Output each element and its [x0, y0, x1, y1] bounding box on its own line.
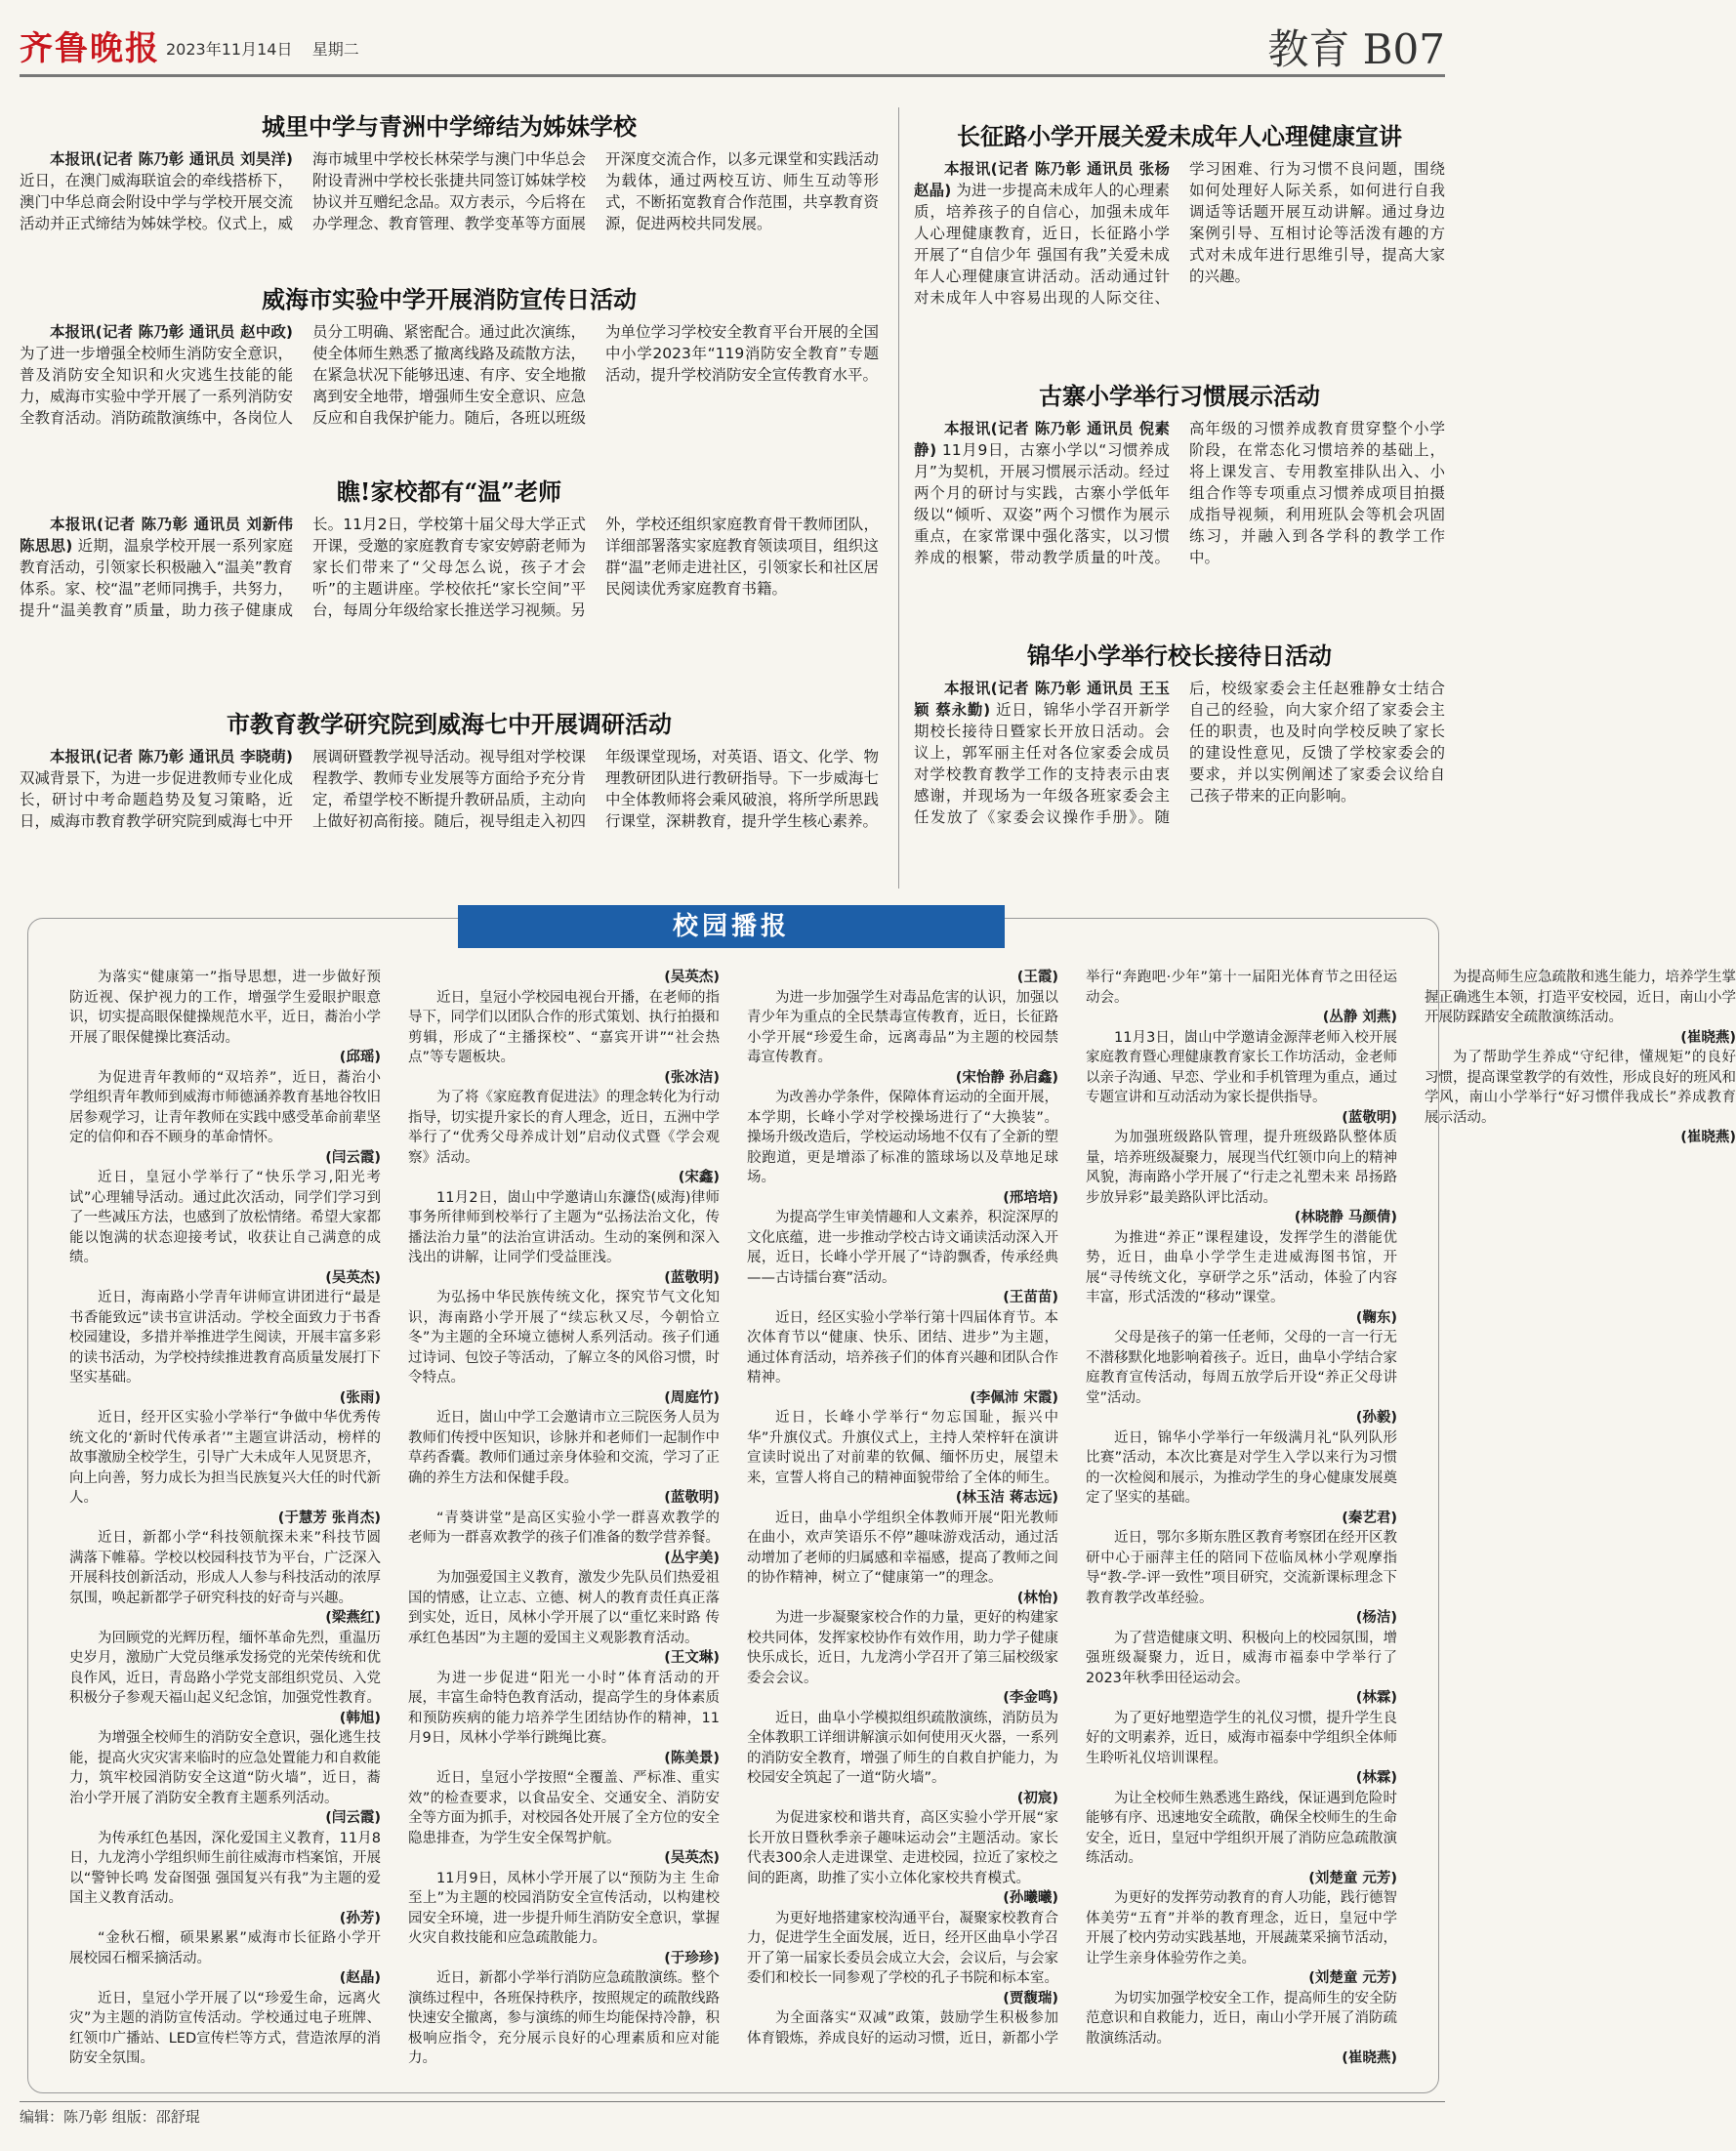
campus-item [1086, 1789, 1397, 1889]
campus-item-text: 近日，皇冠小学举行了“快乐学习,阳光考试”心理辅导活动。通过此次活动，同学们学习到了一些减压方法，也感到了放松情绪。希望大家都能以饱满的状态迎接考试，收获让自己满意的成绩。 [69, 1170, 381, 1265]
campus-item [408, 1669, 720, 1769]
campus-item-author: (崔晓燕) [1680, 1029, 1736, 1046]
campus-item-author: (李金鸣) [1003, 1690, 1058, 1706]
campus-item-author: (秦艺君) [1342, 1510, 1397, 1526]
campus-item-author: (初宸) [1016, 1790, 1058, 1806]
campus-item-text: 为了更好地塑造学生的礼仪习惯，提升学生良好的文明素养，近日，威海市福泰中学组织全体师生聆听礼仪培训课程。 [1086, 1710, 1397, 1766]
campus-item-author: (蓝敬明) [664, 1490, 720, 1506]
article-title: 城里中学与青洲中学缔结为姊妹学校 [262, 112, 637, 141]
masthead-rule [20, 74, 1445, 77]
campus-item [1086, 1888, 1397, 1989]
article-3 [20, 471, 879, 695]
article-title: 市教育教学研究院到威海七中开展调研活动 [227, 710, 672, 738]
campus-item-author: (林怡) [1016, 1590, 1058, 1606]
campus-item-text: 近日，皇冠小学开展了以“珍爱生命，远离火灾”为主题的消防宣传活动。学校通过电子班牌、红领巾广播站、LED宣传栏等方式，营造浓厚的消防安全氛围。 [69, 1990, 381, 2066]
campus-item [747, 1088, 1058, 1208]
campus-item-text: 11月3日，崮山中学邀请金源萍老师入校开展家庭教育暨心理健康教育家长工作坊活动，金老师以亲子沟通、早恋、学业和手机管理为重点，通过专题宣讲和互动活动为家长提供指导。 [1086, 1029, 1397, 1105]
campus-item [408, 1509, 720, 1569]
campus-item-text: 近日，曲阜小学组织全体教师开展“阳光教师在曲小，欢声笑语乐不停”趣味游戏活动，通过活动增加了老师的归属感和幸福感，提高了教师之间的协作精神，树立了“健康第一”的理念。 [747, 1510, 1058, 1586]
article-body: 近日，锦华小学召开新学期校长接待日暨家长开放日活动。会议上，郭军丽主任对各位家委会成员对学校教育教学工作的支持表示由衷感谢，并现场为一年级各班家委会主任发放了《家委会议操作手册》。随后，校级家委会主任赵雅静女士结合自己的经验，向大家介绍了家委会主任的职责，也及时向学校反映了家长的建设性意见，反馈了学校家委会的要求，并以实例阐述了家委会议给自己孩子带来的正向影响。 [914, 680, 1445, 826]
campus-item [408, 988, 720, 1089]
campus-item [1086, 1028, 1397, 1129]
campus-item-author: (邱瑶) [339, 1050, 381, 1065]
campus-item [1086, 1989, 1397, 2069]
column-divider [898, 107, 899, 889]
campus-item-author: (刘楚童 元芳) [1308, 1970, 1397, 1986]
campus-item [408, 1568, 720, 1669]
article-body: 为了进一步增强全校师生消防安全意识，普及消防安全知识和火灾逃生技能的能力，威海市实验中学开展了一系列消防安全教育活动。消防疏散演练中，各岗位人员分工明确、紧密配合。通过此次演练，使全体师生熟悉了撤离线路及疏散方法，在紧急状况下能够迅速、有序、安全地撤离到安全地带，增强师生安全意识、应急反应和自我保护能力。随后，各班以班级为单位学习学校安全教育平台开展的全国中小学2023年“119消防安全教育”专题活动，提升学校消防安全宣传教育水平。 [20, 323, 879, 427]
campus-item-text: 为切实加强学校安全工作，提高师生的安全防范意识和自救能力，近日，南山小学开展了消防疏散演练活动。 [1086, 1990, 1397, 2047]
campus-item [69, 1928, 381, 1989]
campus-item-text: 近日，鄂尔多斯东胜区教育考察团在经开区教研中心于丽萍主任的陪同下莅临凤林小学观摩指导“教-学-评一致性”项目研究，交流新课标理念下教育教学改革经验。 [1086, 1530, 1397, 1606]
paper-logo: 齐鲁晚报 [20, 29, 160, 68]
campus-item-text: 为进一步凝聚家校合作的力量，更好的构建家校共同体，发挥家校协作有效作用，助力学子健康快乐成长，近日，九龙湾小学召开了第三届校级家委会会议。 [747, 1610, 1058, 1686]
campus-item [408, 1408, 720, 1509]
campus-item-text: 为了将《家庭教育促进法》的理念转化为行动指导，切实提升家长的育人理念，近日，五洲中学举行了“优秀父母养成计划”启动仪式暨《学会观察》活动。 [408, 1090, 720, 1166]
campus-item [1086, 1528, 1397, 1629]
campus-item-author: (崔晓燕) [1342, 2050, 1397, 2066]
campus-item-text: 近日，皇冠小学校园电视台开播，在老师的指导下，同学们以团队合作的形式策划、执行拍摄和剪辑，形成了“主播探校”、“嘉宾开讲”“社会热点”等专题板块。 [408, 989, 720, 1065]
campus-item [747, 1308, 1058, 1409]
article-body: 为进一步提高未成年人的心理素质，培养孩子的自信心，加强未成年人心理健康教育，近日，长征路小学开展了“自信少年 强国有我”关爱未成年人心理健康宣讲活动。活动通过针对未成年人中容易出现的人际交往、学习困难、行为习惯不良问题，围绕如何处理好人际关系，如何进行自我调适等话题开展互动讲解。通过身边案例引导、互相讨论等活泼有趣的方式对未成年进行思维引导，提高大家的兴趣。 [914, 160, 1445, 307]
article-body: 近期，温泉学校开展一系列家庭教育活动，引领家长积极融入“温美”教育体系。家、校“温”老师同携手，共努力，提升“温美教育”质量，助力孩子健康成长。11月2日，学校第十届父母大学正式开课，受邀的家庭教育专家安婷蔚老师为家长们带来了“父母怎么说，孩子才会听”的主题讲座。学校依托“家长空间”平台，每周分年级给家长推送学习视频。另外，学校还组织家庭教育骨干教师团队，详细部署落实家庭教育领读项目，组织这群“温”老师走进社区，引领家长和社区居民阅读优秀家庭教育书籍。 [20, 516, 879, 619]
campus-item-text: 为了帮助学生养成“守纪律，懂规矩”的良好习惯，提高课堂教学的有效性，形成良好的班风和学风，南山小学举行“好习惯伴我成长”养成教育展示活动。 [1425, 1050, 1736, 1126]
campus-item-text: 近日，海南路小学青年讲师宣讲团进行“最是书香能致远”读书宣讲活动。学校全面致力于书香校园建设，多措并举推进学生阅读，开展丰富多彩的读书活动，为学校持续推进教育高质量发展打下坚实基础。 [69, 1290, 381, 1386]
campus-item-author: (于慧芳 张肖杰) [277, 1510, 381, 1526]
campus-item [1425, 1048, 1736, 1148]
campus-item-text: 为让全校师生熟悉逃生路线，保证遇到危险时能够有序、迅速地安全疏散，确保全校师生的生命安全，近日，皇冠中学组织开展了消防应急疏散演练活动。 [1086, 1790, 1397, 1866]
campus-item-author: (鞠东) [1355, 1309, 1397, 1326]
campus-item-author: (陈美景) [664, 1750, 720, 1766]
campus-item [747, 1208, 1058, 1308]
campus-item-author: (闫云霞) [325, 1149, 381, 1166]
campus-item-author: (崔晓燕) [1680, 1130, 1736, 1145]
article-6 [914, 375, 1445, 619]
campus-item-text: 近日，经区实验小学举行第十四届体育节。本次体育节以“健康、快乐、团结、进步”为主题，通过体育活动，培养孩子们的体育兴趣和团队合作精神。 [747, 1309, 1058, 1386]
campus-item-author: (梁燕红) [325, 1610, 381, 1626]
article-4 [20, 703, 879, 898]
campus-item [1086, 1228, 1397, 1329]
campus-item [69, 1528, 381, 1629]
campus-banner: 校园播报 [458, 905, 1005, 948]
campus-item-text: 为更好的发挥劳动教育的育人功能，践行德智体美劳“五育”并举的教育理念，近日，皇冠中学开展了校内劳动实践基地，开展蔬菜采摘节活动，让学生亲身体验劳作之美。 [1086, 1890, 1397, 1966]
campus-item-text: 为加强爱国主义教育，激发少先队员们热爱祖国的情感，让立志、立德、树人的教育责任真正落到实处，近日，凤林小学开展了以“重忆来时路 传承红色基因”为主题的爱国主义观影教育活动。 [408, 1570, 720, 1646]
campus-item-text: 近日，锦华小学举行一年级满月礼“队列队形比赛”活动，本次比赛是对学生入学以来行为习惯的一次检阅和展示，为推动学生的身心健康发展奠定了坚实的基础。 [1086, 1429, 1397, 1506]
campus-item-text: 为提高师生应急疏散和逃生能力，培养学生掌握正确逃生本领，打造平安校园，近日，南山小学开展防踩踏安全疏散演练活动。 [1425, 970, 1736, 1025]
weekday-text: 星期二 [311, 40, 359, 59]
section-label: 教育 B07 [1267, 25, 1445, 73]
campus-item-author: (林玉洁 蒋志远) [955, 1490, 1058, 1506]
campus-item-text: 为改善办学条件，保障体育运动的全面开展，本学期，长峰小学对学校操场进行了“大换装”。操场升级改造后，学校运动场地不仅有了全新的塑胶跑道，更是增添了标准的篮球场以及草地足球场。 [747, 1090, 1058, 1185]
campus-item-author: (林晓静 马颜倩) [1294, 1210, 1397, 1225]
page-footer: 编辑：陈乃彰 组版：邵舒琨 [20, 2101, 1445, 2131]
campus-item [747, 1709, 1058, 1809]
article-title: 锦华小学举行校长接待日活动 [1027, 641, 1332, 670]
campus-item-text: 为促进家校和谐共育，高区实验小学开展“家长开放日暨秋季亲子趣味运动会”主题活动。家长代表300余人走进课堂、走进校园，拉近了家校之间的距离，助推了实小立体化家校共育模式。 [747, 1810, 1058, 1886]
campus-item-author: (吴英杰) [325, 1269, 381, 1286]
article-5 [914, 115, 1445, 359]
campus-item-text: 近日，崮山中学工会邀请市立三院医务人员为教师们传授中医知识，诊脉并和老师们一起制作中草药香囊。教师们通过亲身体验和交流，学习了正确的养生方法和保健手段。 [408, 1410, 720, 1486]
campus-item-author: (孙毅) [1355, 1410, 1397, 1426]
campus-item [747, 988, 1058, 1089]
campus-item [747, 1608, 1058, 1709]
campus-item-text: 为传承红色基因，深化爱国主义教育，11月8日，九龙湾小学组织师生前往威海市档案馆，开展以“警钟长鸣 发奋图强 强国复兴有我”为主题的爱国主义教育活动。 [69, 1830, 381, 1906]
campus-item [1086, 1328, 1397, 1428]
campus-item-author: (孙芳) [339, 1910, 381, 1926]
masthead [20, 21, 1445, 73]
campus-item-author: (张冰洁) [664, 1069, 720, 1086]
article-lead: 本报讯(记者 陈乃彰 通讯员 王玉颖 蔡永勤) [914, 680, 1170, 719]
campus-item-text: 11月9日，凤林小学开展了以“预防为主 生命至上”为主题的校园消防安全宣传活动，以构建校园安全环境，进一步提升师生消防安全意识，掌握火灾自救技能和应急疏散能力。 [408, 1870, 720, 1946]
campus-item-author: (蓝敬明) [1342, 1109, 1397, 1126]
date-text: 2023年11月14日 [166, 40, 293, 59]
campus-item-author: (刘楚童 元芳) [1308, 1870, 1397, 1886]
campus-item-text: 为弘扬中华民族传统文化，探究节气文化知识，海南路小学开展了“续忘秋又尽，今朝恰立冬”为主题的全环境立德树人系列活动。孩子们通过诗词、包饺子等活动，了解立冬的风俗习惯，时令特点。 [408, 1290, 720, 1386]
campus-item-text: 为更好地搭建家校沟通平台，凝聚家校教育合力，促进学生全面发展，近日，经开区曲阜小学召开了第一届家长委员会成立大会，会议后，与会家委们和校长一同参观了学校的孔子书院和标本室。 [747, 1910, 1058, 1986]
campus-item-text: 近日，新都小学举行消防应急疏散演练。整个演练过程中，各班保持秩序，按照规定的疏散线路快速安全撤离，参与演练的师生均能保持冷静，积极响应指令，充分展示良好的心理素质和应对能力。 [408, 1970, 720, 2066]
campus-item-author: (吴英杰) [664, 970, 720, 985]
campus-item-text: 为加强班级路队管理，提升班级路队整体质量，培养班级凝聚力，展现当代红领巾向上的精神风貌，海南路小学开展了“行走之礼塑未来 昂扬路步放异彩”最美路队评比活动。 [1086, 1130, 1397, 1206]
campus-item [69, 1829, 381, 1929]
campus-item-author: (贾馥瑞) [1003, 1990, 1058, 2006]
campus-item [1086, 1629, 1397, 1709]
article-1 [20, 105, 879, 271]
campus-item-author: (杨洁) [1355, 1610, 1397, 1626]
campus-item [1086, 1428, 1397, 1529]
campus-item-author: (王苗苗) [1003, 1290, 1058, 1305]
article-body: 近日，在澳门威海联谊会的牵线搭桥下，澳门中华总商会附设中学与学校开展交流活动并正式缔结为姊妹学校。仪式上，威海市城里中学校长林荣学与澳门中华总会附设青洲中学校长张捷共同签订姊妹学校协议并互赠纪念品。双方表示，今后将在办学理念、教育管理、教学变革等方面展开深度交流合作，以多元课堂和实践活动为载体，通过两校互访、师生互动等形式，不断拓宽教育合作范围，共享教育资源，促进两校共同发展。 [20, 150, 879, 232]
article-lead: 本报讯(记者 陈乃彰 通讯员 张杨 赵晶) [914, 160, 1170, 199]
article-2 [20, 278, 879, 464]
article-body: 双减背景下，为进一步促进教师专业化成长，研讨中考命题趋势及复习策略，近日，威海市教育教学研究院到威海七中开展调研暨教学视导活动。视导组对学校课程教学、教师专业发展等方面给予充分肯定，希望学校不断提升教研品质，主动向上做好初高衔接。随后，视导组走入初四年级课堂现场，对英语、语文、化学、物理教研团队进行教研指导。下一步威海七中全体教师将会乘风破浪，将所学所思践行课堂，深耕教育，提升学生核心素养。 [20, 748, 879, 830]
campus-item-author: (王文琳) [664, 1650, 720, 1666]
article-lead: 本报讯(记者 陈乃彰 通讯员 刘新伟 陈思思) [20, 516, 293, 555]
campus-item-author: (吴英杰) [664, 1850, 720, 1866]
campus-item-text: 为促进青年教师的“双培养”，近日，蕎治小学组织青年教师到威海市师德涵养教育基地谷牧旧居参观学习，让青年教师在实践中感受革命前辈坚定的信仰和吞不顾身的革命情怀。 [69, 1069, 381, 1145]
campus-item-text: 近日，皇冠小学按照“全覆盖、严标准、重实效”的检查要求，以食品安全、交通安全、消防安全等方面为抓手，对校园各处开展了全方位的安全隐患排查，为学生安全保驾护航。 [408, 1770, 720, 1846]
campus-item [1086, 1709, 1397, 1789]
campus-item [408, 1188, 720, 1289]
campus-item-author: (李佩沛 宋霞) [970, 1389, 1058, 1406]
campus-item-author: (邢培培) [1003, 1189, 1058, 1206]
campus-item-author: (林霖) [1355, 1770, 1397, 1786]
article-lead: 本报讯(记者 陈乃彰 通讯员 赵中政) [50, 323, 293, 341]
campus-item [408, 1768, 720, 1869]
campus-item-text: 为回顾党的光辉历程，缅怀革命先烈，重温历史岁月，激励广大党员继承发扬党的光荣传统和优良作风，近日，青岛路小学党支部组织党员、入党积极分子参观天福山起义纪念馆，加强党性教育。 [69, 1630, 381, 1706]
campus-item-text: 为全面落实“双减”政策，鼓励学生积极参加体育锻炼，养成良好的运动习惯，近日，新都小学举行“奔跑吧·少年”第十一届阳光体育节之田径运动会。 [747, 970, 1397, 2047]
campus-item [69, 1408, 381, 1528]
campus-item-author: (赵晶) [339, 1970, 381, 1986]
campus-item [69, 1728, 381, 1829]
campus-item-text: “青葵讲堂”是高区实验小学一群喜欢教学的老师为一群喜欢教学的孩子们准备的数学营养餐。 [408, 1510, 720, 1546]
campus-item [747, 1408, 1058, 1509]
campus-broadcast-box [27, 912, 1736, 2093]
campus-item-text: 近日，曲阜小学模拟组织疏散演练，消防员为全体教职工详细讲解演示如何使用灭火器，一系列的消防安全教育，增强了师生的自救自护能力，为校园安全筑起了一道“防火墙”。 [747, 1710, 1058, 1786]
campus-item-text: 为推进“养正”课程建设，发挥学生的潜能优势，近日，曲阜小学学生走进威海图书馆，开展“寻传统文化，享研学之乐”活动，体验了内容丰富，形式活泼的“移动”课堂。 [1086, 1229, 1397, 1305]
campus-item-author: (宋怡静 孙启鑫) [955, 1069, 1058, 1086]
campus-item-text: 为增强全校师生的消防安全意识，强化逃生技能，提高火灾灾害来临时的应急处置能力和自救能力，筑牢校园消防安全这道“防火墙”，近日，蕎治小学开展了消防安全教育主题系列活动。 [69, 1730, 381, 1806]
campus-item [69, 1288, 381, 1408]
campus-item [1086, 1128, 1397, 1228]
campus-item [1425, 968, 1736, 1048]
campus-item [69, 1068, 381, 1169]
article-title: 瞧!家校都有“温”老师 [336, 477, 562, 506]
campus-item-text: 近日，经开区实验小学举行“争做中华优秀传统文化的‘新时代传承者’”主题宣讲活动，榜样的故事激励全校学生，引导广大未成年人见贤思齐，向上向善，努力成长为担当民族复兴大任的时代新人。 [69, 1410, 381, 1506]
campus-item-author: (孙曦曦) [1003, 1890, 1058, 1906]
article-title: 长征路小学开展关爱未成年人心理健康宣讲 [957, 122, 1402, 150]
campus-item [747, 1808, 1058, 1909]
campus-item [747, 1909, 1058, 2009]
article-title: 古寨小学举行习惯展示活动 [1039, 382, 1320, 410]
campus-item-author: (张雨) [339, 1389, 381, 1406]
campus-items [69, 968, 1736, 2081]
article-lead: 本报讯(记者 陈乃彰 通讯员 刘昊洋) [50, 150, 293, 168]
campus-item-author: (闫云霞) [325, 1810, 381, 1826]
campus-item [69, 1168, 381, 1288]
campus-item [747, 1509, 1058, 1609]
campus-item-author: (于珍珍) [664, 1950, 720, 1966]
campus-item-author: (宋鑫) [678, 1170, 720, 1185]
campus-item [408, 1288, 720, 1408]
campus-item-text: 为了营造健康文明、积极向上的校园氛围，增强班级凝聚力，近日，威海市福泰中学举行了2023年秋季田径运动会。 [1086, 1630, 1397, 1686]
campus-item-text: 父母是孩子的第一任老师，父母的一言一行无不潜移默化地影响着孩子。近日，曲阜小学结合家庭教育宣传活动，每周五放学后开设“养正父母讲堂”活动。 [1086, 1330, 1397, 1406]
campus-item-text: 为落实“健康第一”指导思想，进一步做好预防近视、保护视力的工作，增强学生爱眼护眼意识，切实提高眼保健操规范水平，近日，蕎治小学开展了眼保健操比赛活动。 [69, 970, 381, 1046]
campus-item [408, 1869, 720, 1969]
issue-date [166, 37, 359, 60]
campus-item-author: (丛宇美) [664, 1550, 720, 1566]
campus-item-text: 近日，长峰小学举行“勿忘国耻，振兴中华”升旗仪式。升旗仪式上，主持人荣梓轩在演讲宣读时说出了对前辈的钦佩、缅怀历史，展望未来，宣誓人将自己的精神面貌带给了全体的师生。 [747, 1410, 1058, 1486]
campus-item-author: (林霖) [1355, 1690, 1397, 1706]
campus-item-text: 11月2日，崮山中学邀请山东濂岱(威海)律师事务所律师到校举行了主题为“弘扬法治文化，传播法治力量”的法治宣讲活动。生动的案例和深入浅出的讲解，让同学们受益匪浅。 [408, 1189, 720, 1265]
campus-item-text: 为进一步促进“阳光一小时”体育活动的开展，丰富生命特色教育活动，提高学生的身体素质和预防疾病的能力培养学生团结协作的精神，11月9日，凤林小学举行跳绳比赛。 [408, 1670, 720, 1746]
campus-item-text: 近日，新都小学“科技领航探未来”科技节圆满落下帷幕。学校以校园科技节为平台，广泛深入开展科技创新活动，形成人人参与科技活动的浓厚氛围，唤起新都学子研究科技的好奇与兴趣。 [69, 1530, 381, 1606]
campus-item-text: 为提高学生审美情趣和人文素养，积淀深厚的文化底蕴，进一步推动学校古诗文诵读活动深入开展，近日，长峰小学开展了“诗韵飘香，传承经典——古诗擂台赛”活动。 [747, 1210, 1058, 1286]
article-title: 威海市实验中学开展消防宣传日活动 [262, 285, 637, 313]
article-body: 11月9日，古寨小学以“习惯养成月”为契机，开展习惯展示活动。经过两个月的研讨与实践，古寨小学低年级以“倾听、双姿”两个习惯作为展示重点，在家常课中强化落实，以习惯养成的根繁，带动教学质量的叶茂。高年级的习惯养成教育贯穿整个小学阶段，在常态化习惯培养的基础上，将上课发言、专用教室排队出入、小组合作等专项重点习惯养成项目拍摄成指导视频，利用班队会等机会巩固练习，并融入到各学科的教学工作中。 [914, 420, 1445, 566]
article-lead: 本报讯(记者 陈乃彰 通讯员 倪素静) [914, 420, 1170, 459]
campus-item-author: (丛静 刘燕) [1322, 1010, 1397, 1025]
campus-item-text: 为进一步加强学生对毒品危害的认识，加强以青少年为重点的全民禁毒宣传教育，近日，长征路小学开展“珍爱生命，远离毒品”为主题的校园禁毒宣传教育。 [747, 989, 1058, 1065]
campus-item-author: (蓝敬明) [664, 1269, 720, 1286]
campus-item-author: (王霞) [1016, 970, 1058, 985]
campus-item-text: “金秋石榴，硕果累累”威海市长征路小学开展校园石榴采摘活动。 [69, 1930, 381, 1966]
article-lead: 本报讯(记者 陈乃彰 通讯员 李晓萌) [50, 748, 293, 765]
campus-item-author: (韩旭) [339, 1710, 381, 1726]
campus-item [69, 968, 381, 1068]
article-7 [914, 635, 1445, 898]
campus-item [408, 1088, 720, 1188]
campus-item-author: (周庭竹) [664, 1389, 720, 1406]
campus-item [69, 1629, 381, 1729]
